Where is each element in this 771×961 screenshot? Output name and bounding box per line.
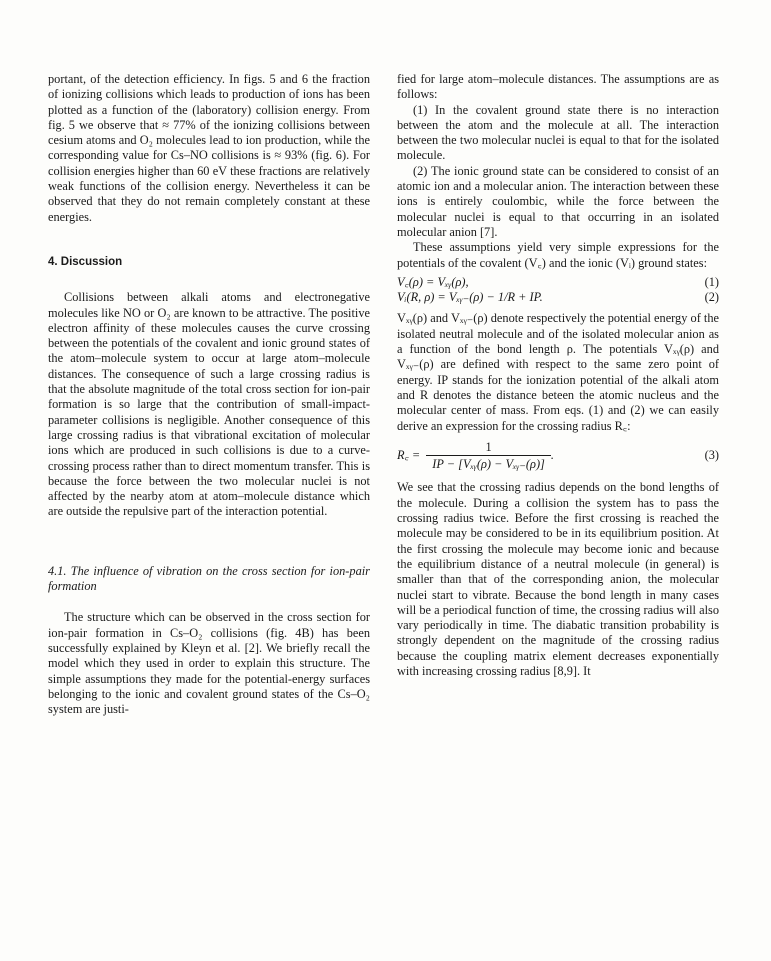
- equation-2-number: (2): [704, 290, 719, 305]
- equation-2-expr: Vᵢ(R, ρ) = Vₓᵧ₋(ρ) − 1/R + IP.: [397, 290, 543, 305]
- subsection-heading-vibration: 4.1. The influence of vibration on the cross section for ion-pair formation: [48, 563, 370, 594]
- equation-3-tail: .: [550, 448, 554, 463]
- assumption-2: (2) The ionic ground state can be considered to consist of an atomic ion and a molecular anion. The interaction between these ions is entirely coulombic, while the force between the molecular nuclei is equal to that occurring in an isolated molecular anion [7].: [397, 163, 719, 239]
- paragraph-continued: portant, of the detection efficiency. In figs. 5 and 6 the fraction of ionizing collisions which leads to production of ions has been plotted as a function of the (laboratory) collision energy. From fig. 5 we observe that ≈ 77% of the ionizing collisions between cesium atoms and O₂ molecules lead to ion production, while the corresponding value for Cs–NO collisions is ≈ 93% (fig. 6). For collision energies higher than 60 eV these fractions are relatively weak functions of the collision energy. Nevertheless it can be observed that they do not remain completely constant at these energies.: [48, 72, 370, 224]
- paragraph-crossing: We see that the crossing radius depends on the bond lengths of the molecule. During a collision the system has to pass the crossing radius twice. Before the first crossing is reached the molecule may be considered to be in its equilibrium position. At the first crossing the molecule may become ionic and because the equilibrium distance of a neutral molecule (in general) is smaller than that of the corresponding anion, the molecular nuclei start to vibrate. Because the bond length in many cases will be a periodical function of time, the crossing radius will also vary periodically in time. The diabatic transition probability is strongly dependent on the magnitude of the crossing radius because the coupling matrix element decreases exponentially with increasing crossing radius [8,9]. It: [397, 480, 719, 678]
- left-column: [48, 72, 370, 717]
- section-heading-discussion: 4. Discussion: [48, 255, 123, 268]
- equation-3-denominator: IP − [Vₓᵧ(ρ) − Vₓᵧ₋(ρ)]: [426, 455, 551, 472]
- paragraph-discussion: Collisions between alkali atoms and electronegative molecules like NO or O₂ are known to be attractive. The positive electron affinity of these molecules causes the curve crossing between the potentials of the covalent and ionic ground states of the atom–molecule system to occur at large atom–molecule distances. The consequence of such a large crossing radius is that the absolute magnitude of the total cross section for ion-pair formation is so large that the contribution of small-impact-parameter collisions is negligible. Another consequence of this large crossing radius is that vibrational excitation of molecular ions which are produced in such collisions is due to a curve-crossing process rather than to direct momentum transfer. This is because the force between the two molecular nuclei is not affected by the nearby atom at atom–molecule distance which are outside the repulsive part of the interaction potential.: [48, 290, 370, 519]
- equation-3-number: (3): [704, 448, 719, 463]
- paragraph-continued-right: fied for large atom–molecule distances. The assumptions are as follows:: [397, 72, 719, 102]
- equation-3-numerator: 1: [485, 439, 492, 454]
- equation-2: [397, 290, 719, 305]
- right-column: [397, 72, 719, 679]
- equation-1-number: (1): [704, 274, 719, 289]
- paragraph-structure: The structure which can be observed in the cross section for ion-pair formation in Cs–O₂ collisions (fig. 4B) has been successfully explained by Kleyn et al. [2]. We briefly recall the model which they used in order to explain this structure. The simple assumptions they made for the potential-energy surfaces belonging to the ionic and covalent ground states of the Cs–O₂ system are justi-: [48, 610, 370, 717]
- paragraph-definitions: Vₓᵧ(ρ) and Vₓᵧ₋(ρ) denote respectively the potential energy of the isolated neutral molecule and of the isolated molecular anion as a function of the bond length ρ. The potentials Vₓᵧ(ρ) and Vₓᵧ₋(ρ) are defined with respect to the same zero point of energy. IP stands for the ionization potential of the alkali atom and R denotes the distance beteen the atomic nucleus and the molecular center of mass. From eqs. (1) and (2) we can easily derive an expression for the crossing radius R꜀:: [397, 311, 719, 433]
- equation-3-lhs: R꜀ =: [397, 448, 421, 463]
- assumption-1: (1) In the covalent ground state there is no interaction between the atom and the molecule at all. The interaction between the two molecular nuclei is equal to that for the isolated molecule.: [397, 102, 719, 163]
- equation-3: [397, 440, 719, 473]
- paragraph-expressions: These assumptions yield very simple expressions for the potentials of the covalent (V꜀) and the ionic (Vᵢ) ground states:: [397, 240, 719, 270]
- equation-1-expr: V꜀(ρ) = Vₓᵧ(ρ),: [397, 274, 469, 289]
- equation-1: [397, 275, 719, 290]
